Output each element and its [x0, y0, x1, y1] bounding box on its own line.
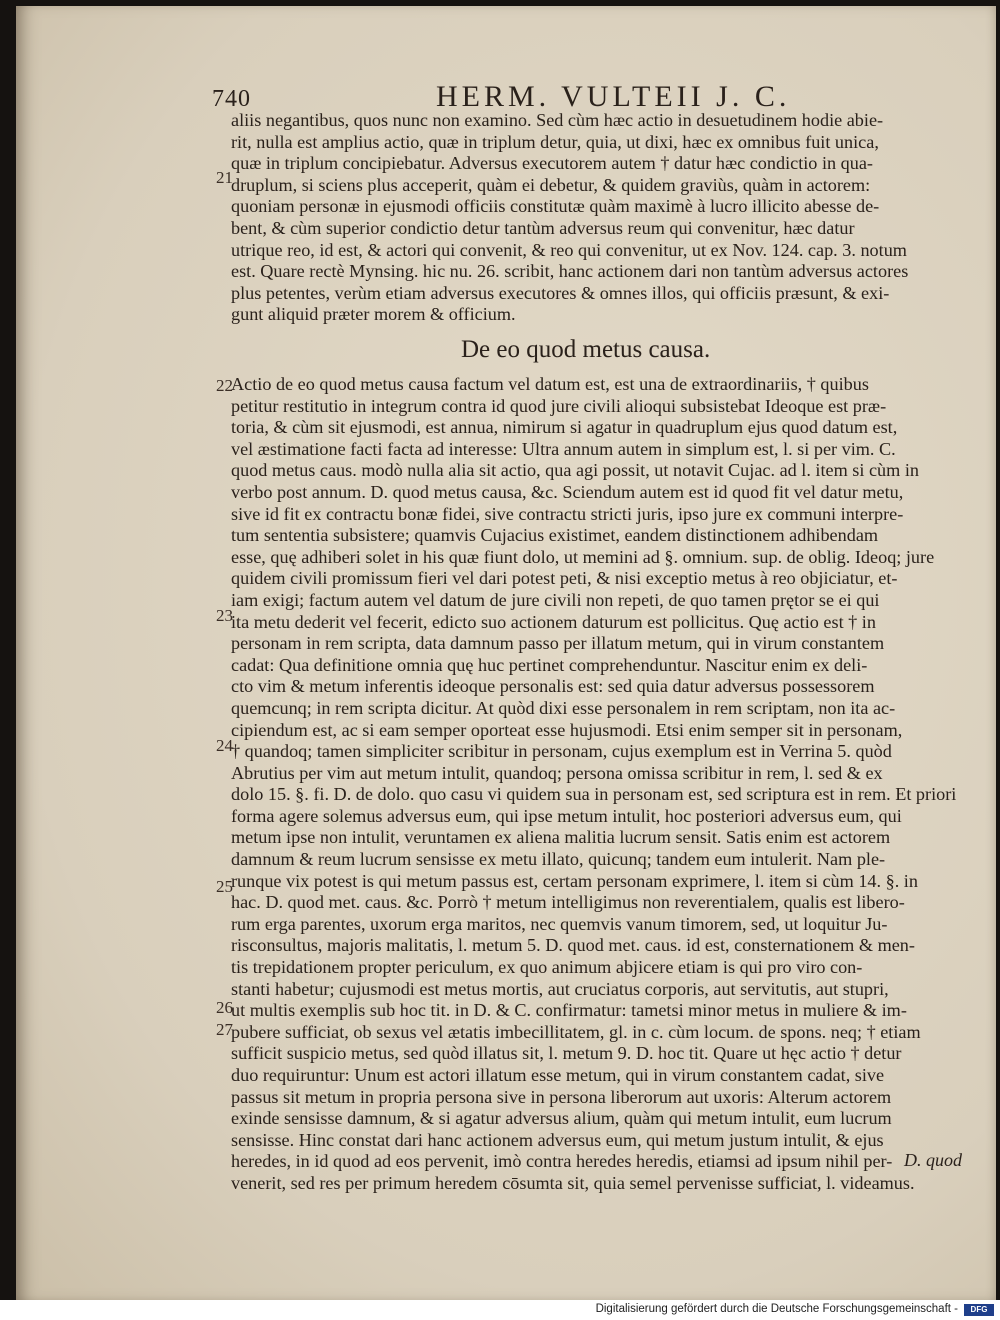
text-line: Abrutius per vim aut metum intulit, quandoq; persona omissa scribitur in rem, l. sed & ex — [231, 762, 883, 783]
text-line: utrique reo, id est, & actori qui convenit, & reo qui convenitur, ut ex Nov. 124. cap. 3. notum — [231, 239, 907, 260]
text-line: est. Quare rectè Mynsing. hic nu. 26. scribit, hanc actionem dari non tantùm adversus actores — [231, 261, 909, 282]
text-line: stanti habetur; cujusmodi est metus mortis, aut cruciatus corporis, aut servitutis, aut stupri, — [231, 978, 889, 999]
margin-number: 22 — [216, 376, 233, 395]
text-line: iam exigi; factum autem vel datum de jure civili non repeti, de quo tamen prętor se ei qui — [231, 589, 880, 610]
text-line: ita metu dederit vel fecerit, edicto suo actionem daturum est pollicitus. Quę actio est † in — [231, 611, 876, 632]
text-line: quæ in triplum concipiebatur. Adversus executorem autem † datur hæc condictio in qua- — [231, 153, 873, 174]
margin-number: 23 — [216, 606, 233, 625]
text-line: sensisse. Hinc constat dari hanc actionem adversus eum, qui metum justum intulit, & ejus — [231, 1129, 884, 1150]
text-line: personam in rem scripta, data damnum passo per illatum metum, qui in virum constantem — [231, 633, 885, 654]
margin-number: 24 — [216, 736, 233, 755]
margin-number: 27 — [216, 1020, 233, 1039]
text-line: metum ipse non intulit, veruntamen ex aliena malitia lucrum sensit. Satis enim est actorem — [231, 827, 891, 848]
text-line: cto vim & metum inferentis ideoque personalis est: sed quia datur adversus possessorem — [231, 676, 875, 697]
paragraph-1 — [231, 110, 971, 326]
catchword: D. quod — [904, 1150, 962, 1170]
text-line: rum erga parentes, uxorum erga maritos, nec quemvis vanum timorem, sed, ut loquitur Ju- — [231, 913, 888, 934]
text-line: quidem civili promissum fieri vel dari potest peti, & nisi exceptio metus à reo objiciatur, et- — [231, 568, 898, 589]
text-line: sive id fit ex contractu bonæ fidei, sive contractu stricti juris, ipso jure ex communi interpre- — [231, 503, 904, 524]
margin-number: 25 — [216, 877, 233, 896]
text-line: forma agere solemus adversus eum, qui ipse metum intulit, hoc posteriori adversus eum, qui — [231, 805, 902, 826]
text-line: pubere sufficiat, ob sexus vel ætatis imbecillitatem, gl. in c. cùm locum. de spons. neq; † etiam — [231, 1021, 921, 1042]
text-line: plus petentes, verùm etiam adversus executores & omnes illos, qui officiis præsunt, & exi- — [231, 282, 890, 303]
text-line: venerit, sed res per primum heredem cōsumta sit, quia semel pervenisse sufficiat, l. videamus. — [231, 1172, 915, 1193]
text-line: bent, & cùm superior condictio detur tantùm adversus reum qui convenitur, hæc datur — [231, 217, 855, 238]
text-line: damnum & reum lucrum sensisse ex metu illato, quicunq; tandem eum intulerit. Nam ple- — [231, 849, 886, 870]
text-line: druplum, si sciens plus acceperit, quàm ei debetur, & quidem graviùs, quàm in actorem: — [231, 174, 871, 195]
dfg-logo: DFG — [964, 1304, 994, 1316]
text-line: exinde sensisse damnum, & si agatur adversus alium, quàm qui metum intulit, eum lucrum — [231, 1108, 892, 1129]
text-line: duo requiruntur: Unum est actori illatum esse metum, qui in virum constantem cadat, sive — [231, 1065, 885, 1085]
text-line: quemcunq; in rem scripta dicitur. At quòd dixi esse personalem in rem scriptam, non ita ac- — [231, 697, 896, 718]
text-line: dolo 15. §. fi. D. de dolo. quo casu vi quidem sua in personam est, sed scriptura est in rem. Et priori — [231, 784, 957, 805]
text-line: tis trepidationem propter periculum, ex quo animum abjicere etiam is qui pro viro con- — [231, 957, 863, 978]
text-line: heredes, in id quod ad eos pervenit, imò contra heredes heredis, etiamsi ad ipsum nihil per- — [231, 1151, 893, 1172]
text-line: tum sententia subsistere; quamvis Cujacius existimet, eandem distinctionem adhibendam — [231, 525, 879, 546]
margin-number: 21 — [216, 168, 233, 187]
text-line: petitur restitutio in integrum contra id quod jure civili alioqui subsistebat Ideoque est præ- — [231, 395, 887, 416]
text-line: cipiendum est, ac si eam semper oporteat esse hujusmodi. Etsi enim semper sit in personam, — [231, 719, 903, 740]
text-line: passus sit metum in propria persona sive in persona liberorum aut uxoris: Alterum actorem — [231, 1086, 892, 1107]
margin-number: 26 — [216, 998, 233, 1017]
text-line: esse, quę adhiberi solet in his quæ fiunt dolo, ut memini ad §. omnium. sup. de oblig. Ideoq; jure — [231, 546, 935, 567]
text-line: gunt aliquid præter morem & officium. — [231, 304, 516, 325]
text-line: Actio de eo quod metus causa factum vel datum est, est una de extraordinariis, † quibus — [231, 374, 869, 394]
text-line: aliis negantibus, quos nunc non examino. Sed cùm hæc actio in desuetudinem hodie abie- — [231, 110, 884, 130]
text-line: sufficit suspicio metus, sed quòd illatus sit, l. metum 9. D. hoc tit. Quare ut hęc actio † detur — [231, 1043, 902, 1064]
section-heading: De eo quod metus causa. — [461, 336, 711, 363]
page-number: 740 — [212, 86, 251, 112]
text-line: verbo post annum. D. quod metus causa, &c. Sciendum autem est id quod fit vel datur metu, — [231, 481, 904, 502]
text-line: quoniam personæ in ejusmodi officiis constitutæ quàm maximè à lucro illicito abesse de- — [231, 196, 880, 217]
text-line: toria, & cùm sit ejusmodi, est annua, nimirum si agatur in quadruplum ejus quod datum est, — [231, 417, 898, 438]
text-line: hac. D. quod met. caus. &c. Porrò † metum intelligimus non reverentialem, qualis est libero- — [231, 892, 905, 913]
text-line: † quandoq; tamen simpliciter scribitur in personam, cujus exemplum est in Verrina 5. quòd — [231, 741, 892, 762]
text-line: cadat: Qua definitione omnia quę huc pertinet comprehenduntur. Nascitur enim ex deli- — [231, 654, 868, 675]
text-line: runque vix potest is qui metum passus est, certam personam exprimere, l. item si cùm 14. §. in — [231, 870, 918, 891]
paragraph-2 — [231, 374, 971, 1195]
digitization-credit: Digitalisierung gefördert durch die Deutsche Forschungsgemeinschaft - — [595, 1303, 958, 1315]
running-head: HERM. VULTEII J. C. — [436, 80, 791, 113]
text-line: quod metus caus. modò nulla alia sit actio, qua agi possit, ut notavit Cujac. ad l. item si cùm in — [231, 460, 919, 481]
footer-bar — [0, 1300, 1000, 1320]
book-page — [16, 6, 996, 1300]
text-line: ut multis exemplis sub hoc tit. in D. & C. confirmatur: tametsi minor metus in muliere & im- — [231, 1000, 907, 1021]
text-line: rit, nulla est amplius actio, quæ in triplum detur, quia, ut dixi, hæc ex omnibus fuit unica, — [231, 131, 879, 152]
text-line: risconsultus, majoris malitatis, l. metum 5. D. quod met. caus. id est, consternationem & men- — [231, 935, 915, 956]
text-line: vel æstimatione facti facta ad interesse: Ultra annum autem in simplum est, l. si per vim. C. — [231, 438, 896, 459]
